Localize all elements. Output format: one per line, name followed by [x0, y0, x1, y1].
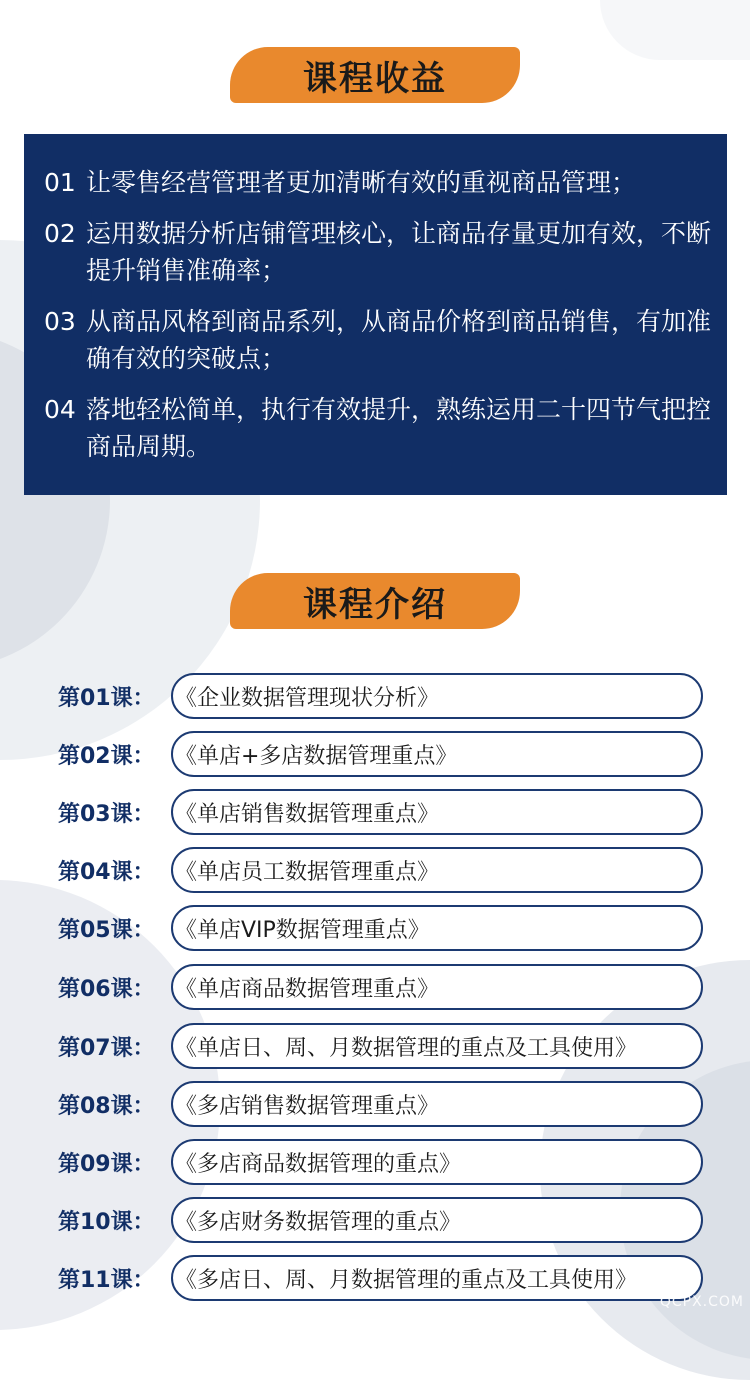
- benefit-item: [44, 164, 711, 201]
- benefit-number: 02: [44, 219, 76, 248]
- lesson-row: [0, 847, 750, 895]
- lesson-number: 第04课：: [58, 860, 155, 885]
- lesson-row: [0, 789, 750, 837]
- lesson-number: 第11课：: [58, 1268, 155, 1293]
- lesson-title-pill[interactable]: 《单店VIP数据管理重点》: [171, 905, 703, 951]
- lesson-row: [0, 1139, 750, 1187]
- lesson-title-pill[interactable]: 《多店日、周、月数据管理的重点及工具使用》: [171, 1255, 703, 1301]
- benefit-text: 从商品风格到商品系列，从商品价格到商品销售，有加准确有效的突破点；: [86, 307, 712, 373]
- benefit-text: 落地轻松简单，执行有效提升，熟练运用二十四节气把控商品周期。: [86, 395, 712, 461]
- lesson-row: [0, 1255, 750, 1303]
- lesson-row: [0, 731, 750, 779]
- benefit-number: 01: [44, 168, 76, 197]
- lesson-number: 第07课：: [58, 1036, 155, 1061]
- lesson-title-pill[interactable]: 《多店销售数据管理重点》: [171, 1081, 703, 1127]
- benefit-text: 运用数据分析店铺管理核心，让商品存量更加有效，不断提升销售准确率；: [86, 219, 712, 285]
- lesson-number: 第03课：: [58, 802, 155, 827]
- benefit-item: [44, 215, 711, 289]
- lesson-title-pill[interactable]: 《单店日、周、月数据管理的重点及工具使用》: [171, 1023, 703, 1069]
- benefit-number: 04: [44, 395, 76, 424]
- benefit-item: [44, 303, 711, 377]
- lesson-title-pill[interactable]: 《企业数据管理现状分析》: [171, 673, 703, 719]
- lesson-number: 第10课：: [58, 1210, 155, 1235]
- lesson-row: [0, 964, 750, 1012]
- lesson-row: [0, 1023, 750, 1071]
- lesson-title-pill[interactable]: 《多店财务数据管理的重点》: [171, 1197, 703, 1243]
- lesson-number: 第01课：: [58, 686, 155, 711]
- lesson-row: [0, 1081, 750, 1129]
- benefits-title: 课程收益: [230, 47, 520, 103]
- lesson-row: [0, 673, 750, 721]
- lesson-number: 第05课：: [58, 918, 155, 943]
- benefit-number: 03: [44, 307, 76, 336]
- lesson-number: 第02课：: [58, 744, 155, 769]
- intro-title: 课程介绍: [230, 573, 520, 629]
- lesson-number: 第09课：: [58, 1152, 155, 1177]
- lesson-title-pill[interactable]: 《多店商品数据管理的重点》: [171, 1139, 703, 1185]
- benefit-item: [44, 391, 711, 465]
- background-shape: [600, 0, 750, 60]
- lesson-title-pill[interactable]: 《单店销售数据管理重点》: [171, 789, 703, 835]
- lesson-row: [0, 905, 750, 953]
- watermark: QCPX.COM: [659, 1294, 744, 1310]
- lesson-title-pill[interactable]: 《单店+多店数据管理重点》: [171, 731, 703, 777]
- lesson-title-pill[interactable]: 《单店员工数据管理重点》: [171, 847, 703, 893]
- lesson-title-pill[interactable]: 《单店商品数据管理重点》: [171, 964, 703, 1010]
- lesson-number: 第08课：: [58, 1094, 155, 1119]
- benefits-panel: [24, 134, 727, 495]
- lesson-row: [0, 1197, 750, 1245]
- lesson-number: 第06课：: [58, 977, 155, 1002]
- benefit-text: 让零售经营管理者更加清晰有效的重视商品管理；: [86, 168, 637, 197]
